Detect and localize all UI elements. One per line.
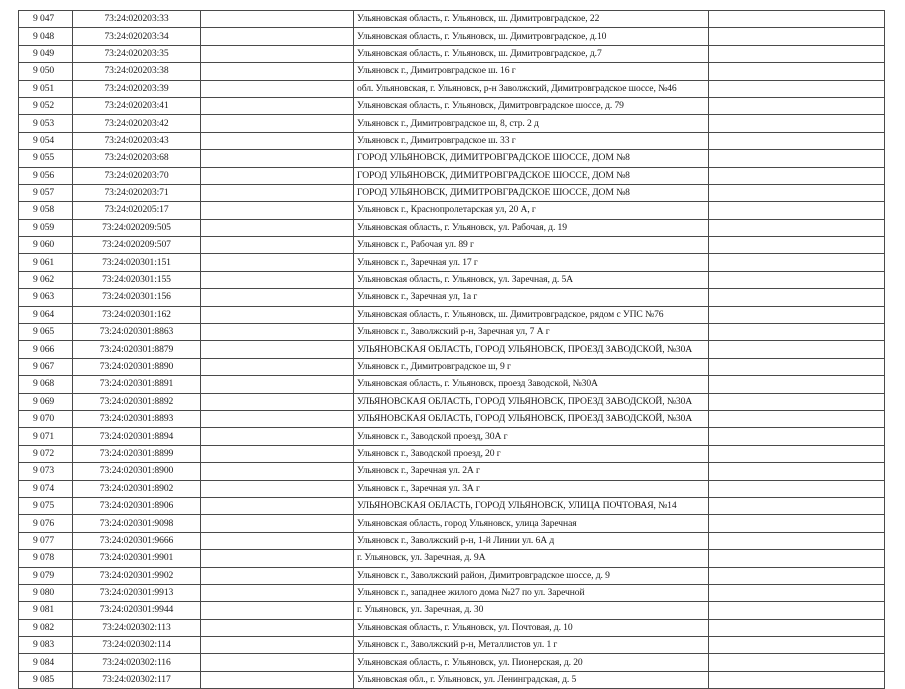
cadastral-number-cell: 73:24:020205:17 [73, 202, 201, 219]
row-number-cell: 9 047 [19, 11, 73, 28]
row-number-cell: 9 076 [19, 515, 73, 532]
empty-cell [201, 445, 354, 462]
empty-cell [709, 358, 885, 375]
empty-cell [201, 584, 354, 601]
address-cell: Ульяновская область, г. Ульяновск, ш. Димитровградское, 22 [354, 11, 709, 28]
registry-table-page [18, 10, 884, 689]
table-row [19, 237, 885, 254]
cadastral-number-cell: 73:24:020203:68 [73, 150, 201, 167]
row-number-cell: 9 053 [19, 115, 73, 132]
address-cell: Ульяновск г., Димитровградское ш. 16 г [354, 63, 709, 80]
address-cell: Ульяновск г., западнее жилого дома №27 по ул. Заречной [354, 584, 709, 601]
table-row [19, 410, 885, 427]
empty-cell [201, 619, 354, 636]
address-cell: Ульяновск г., Димитровградское ш. 33 г [354, 132, 709, 149]
table-row [19, 428, 885, 445]
empty-cell [709, 480, 885, 497]
empty-cell [709, 410, 885, 427]
empty-cell [201, 410, 354, 427]
empty-cell [201, 550, 354, 567]
table-row [19, 80, 885, 97]
empty-cell [709, 428, 885, 445]
cadastral-number-cell: 73:24:020301:8863 [73, 324, 201, 341]
table-row [19, 654, 885, 671]
row-number-cell: 9 055 [19, 150, 73, 167]
empty-cell [709, 376, 885, 393]
empty-cell [709, 115, 885, 132]
row-number-cell: 9 078 [19, 550, 73, 567]
address-cell: обл. Ульяновская, г. Ульяновск, р-н Заволжский, Димитровградское шоссе, №46 [354, 80, 709, 97]
address-cell: г. Ульяновск, ул. Заречная, д. 9А [354, 550, 709, 567]
empty-cell [709, 97, 885, 114]
row-number-cell: 9 056 [19, 167, 73, 184]
empty-cell [709, 515, 885, 532]
table-row [19, 132, 885, 149]
row-number-cell: 9 049 [19, 45, 73, 62]
address-cell: УЛЬЯНОВСКАЯ ОБЛАСТЬ, ГОРОД УЛЬЯНОВСК, ПРОЕЗД ЗАВОДСКОЙ, №30А [354, 410, 709, 427]
row-number-cell: 9 081 [19, 602, 73, 619]
table-row [19, 584, 885, 601]
address-cell: Ульяновская область, город Ульяновск, улица Заречная [354, 515, 709, 532]
empty-cell [201, 497, 354, 514]
address-cell: Ульяновская область, г. Ульяновск, Димитровградское шоссе, д. 79 [354, 97, 709, 114]
row-number-cell: 9 064 [19, 306, 73, 323]
address-cell: Ульяновск г., Заречная ул. 2А г [354, 463, 709, 480]
address-cell: ГОРОД УЛЬЯНОВСК, ДИМИТРОВГРАДСКОЕ ШОССЕ, ДОМ №8 [354, 150, 709, 167]
empty-cell [201, 602, 354, 619]
address-cell: Ульяновск г., Димитровградское ш, 8, стр. 2 д [354, 115, 709, 132]
empty-cell [709, 289, 885, 306]
table-row [19, 463, 885, 480]
table-row [19, 358, 885, 375]
table-row [19, 63, 885, 80]
address-cell: Ульяновск г., Заволжский р-н, Заречная ул, 7 А г [354, 324, 709, 341]
cadastral-number-cell: 73:24:020301:9666 [73, 532, 201, 549]
table-row [19, 306, 885, 323]
row-number-cell: 9 062 [19, 271, 73, 288]
empty-cell [709, 463, 885, 480]
empty-cell [201, 358, 354, 375]
table-row [19, 341, 885, 358]
table-row [19, 550, 885, 567]
empty-cell [709, 150, 885, 167]
registry-table [18, 10, 885, 689]
empty-cell [201, 393, 354, 410]
empty-cell [201, 219, 354, 236]
table-row [19, 393, 885, 410]
table-row [19, 567, 885, 584]
row-number-cell: 9 054 [19, 132, 73, 149]
empty-cell [709, 11, 885, 28]
empty-cell [709, 132, 885, 149]
empty-cell [201, 45, 354, 62]
table-row [19, 150, 885, 167]
row-number-cell: 9 082 [19, 619, 73, 636]
cadastral-number-cell: 73:24:020301:9913 [73, 584, 201, 601]
registry-table-body [19, 11, 885, 689]
cadastral-number-cell: 73:24:020203:34 [73, 28, 201, 45]
cadastral-number-cell: 73:24:020301:8892 [73, 393, 201, 410]
address-cell: Ульяновск г., Рабочая ул. 89 г [354, 237, 709, 254]
empty-cell [709, 637, 885, 654]
empty-cell [201, 115, 354, 132]
table-row [19, 324, 885, 341]
cadastral-number-cell: 73:24:020301:156 [73, 289, 201, 306]
table-row [19, 167, 885, 184]
address-cell: Ульяновск г., Краснопролетарская ул, 20 А, г [354, 202, 709, 219]
table-row [19, 497, 885, 514]
cadastral-number-cell: 73:24:020301:8890 [73, 358, 201, 375]
address-cell: Ульяновская область, г. Ульяновск, проезд Заводской, №30А [354, 376, 709, 393]
empty-cell [709, 532, 885, 549]
empty-cell [709, 654, 885, 671]
empty-cell [709, 445, 885, 462]
table-row [19, 184, 885, 201]
empty-cell [709, 271, 885, 288]
address-cell: Ульяновск г., Заречная ул. 17 г [354, 254, 709, 271]
address-cell: УЛЬЯНОВСКАЯ ОБЛАСТЬ, ГОРОД УЛЬЯНОВСК, УЛИЦА ПОЧТОВАЯ, №14 [354, 497, 709, 514]
row-number-cell: 9 057 [19, 184, 73, 201]
empty-cell [201, 11, 354, 28]
row-number-cell: 9 059 [19, 219, 73, 236]
empty-cell [709, 341, 885, 358]
empty-cell [201, 97, 354, 114]
cadastral-number-cell: 73:24:020301:8891 [73, 376, 201, 393]
empty-cell [201, 637, 354, 654]
table-row [19, 480, 885, 497]
row-number-cell: 9 075 [19, 497, 73, 514]
cadastral-number-cell: 73:24:020203:35 [73, 45, 201, 62]
empty-cell [709, 619, 885, 636]
empty-cell [201, 567, 354, 584]
empty-cell [709, 45, 885, 62]
empty-cell [201, 237, 354, 254]
cadastral-number-cell: 73:24:020302:116 [73, 654, 201, 671]
empty-cell [709, 324, 885, 341]
table-row [19, 202, 885, 219]
empty-cell [709, 584, 885, 601]
empty-cell [201, 167, 354, 184]
cadastral-number-cell: 73:24:020301:8893 [73, 410, 201, 427]
row-number-cell: 9 083 [19, 637, 73, 654]
row-number-cell: 9 073 [19, 463, 73, 480]
address-cell: Ульяновская область, г. Ульяновск, ул. Почтовая, д. 10 [354, 619, 709, 636]
empty-cell [201, 324, 354, 341]
empty-cell [709, 184, 885, 201]
empty-cell [201, 532, 354, 549]
address-cell: ГОРОД УЛЬЯНОВСК, ДИМИТРОВГРАДСКОЕ ШОССЕ, ДОМ №8 [354, 167, 709, 184]
empty-cell [201, 254, 354, 271]
empty-cell [201, 671, 354, 688]
address-cell: Ульяновская область, г. Ульяновск, ул. Рабочая, д. 19 [354, 219, 709, 236]
row-number-cell: 9 066 [19, 341, 73, 358]
empty-cell [709, 254, 885, 271]
row-number-cell: 9 067 [19, 358, 73, 375]
empty-cell [201, 80, 354, 97]
empty-cell [709, 497, 885, 514]
table-row [19, 619, 885, 636]
address-cell: Ульяновская область, г. Ульяновск, ул. Заречная, д. 5А [354, 271, 709, 288]
row-number-cell: 9 058 [19, 202, 73, 219]
empty-cell [709, 393, 885, 410]
table-row [19, 45, 885, 62]
empty-cell [201, 654, 354, 671]
cadastral-number-cell: 73:24:020301:8899 [73, 445, 201, 462]
empty-cell [709, 167, 885, 184]
cadastral-number-cell: 73:24:020203:33 [73, 11, 201, 28]
table-row [19, 289, 885, 306]
empty-cell [201, 306, 354, 323]
empty-cell [201, 480, 354, 497]
table-row [19, 602, 885, 619]
empty-cell [709, 80, 885, 97]
empty-cell [709, 602, 885, 619]
cadastral-number-cell: 73:24:020301:8894 [73, 428, 201, 445]
cadastral-number-cell: 73:24:020209:507 [73, 237, 201, 254]
address-cell: Ульяновск г., Заволжский р-н, 1-й Линии ул. 6А д [354, 532, 709, 549]
address-cell: Ульяновск г., Заволжский р-н, Металлистов ул. 1 г [354, 637, 709, 654]
row-number-cell: 9 050 [19, 63, 73, 80]
address-cell: Ульяновская область, г. Ульяновск, ш. Димитровградское, д.10 [354, 28, 709, 45]
empty-cell [201, 428, 354, 445]
cadastral-number-cell: 73:24:020203:43 [73, 132, 201, 149]
cadastral-number-cell: 73:24:020209:505 [73, 219, 201, 236]
empty-cell [201, 28, 354, 45]
cadastral-number-cell: 73:24:020301:9098 [73, 515, 201, 532]
row-number-cell: 9 048 [19, 28, 73, 45]
row-number-cell: 9 063 [19, 289, 73, 306]
row-number-cell: 9 052 [19, 97, 73, 114]
table-row [19, 28, 885, 45]
cadastral-number-cell: 73:24:020203:71 [73, 184, 201, 201]
row-number-cell: 9 051 [19, 80, 73, 97]
address-cell: Ульяновск г., Заволжский район, Димитровградское шоссе, д. 9 [354, 567, 709, 584]
row-number-cell: 9 060 [19, 237, 73, 254]
cadastral-number-cell: 73:24:020301:9902 [73, 567, 201, 584]
table-row [19, 445, 885, 462]
address-cell: Ульяновская область, г. Ульяновск, ул. Пионерская, д. 20 [354, 654, 709, 671]
table-row [19, 376, 885, 393]
table-row [19, 532, 885, 549]
table-row [19, 271, 885, 288]
cadastral-number-cell: 73:24:020301:155 [73, 271, 201, 288]
cadastral-number-cell: 73:24:020301:9901 [73, 550, 201, 567]
address-cell: Ульяновск г., Заводской проезд, 30А г [354, 428, 709, 445]
empty-cell [709, 219, 885, 236]
table-row [19, 115, 885, 132]
empty-cell [201, 202, 354, 219]
address-cell: УЛЬЯНОВСКАЯ ОБЛАСТЬ, ГОРОД УЛЬЯНОВСК, ПРОЕЗД ЗАВОДСКОЙ, №30А [354, 393, 709, 410]
row-number-cell: 9 065 [19, 324, 73, 341]
table-row [19, 637, 885, 654]
empty-cell [201, 184, 354, 201]
cadastral-number-cell: 73:24:020301:162 [73, 306, 201, 323]
row-number-cell: 9 068 [19, 376, 73, 393]
address-cell: Ульяновск г., Заречная ул. 3А г [354, 480, 709, 497]
empty-cell [709, 237, 885, 254]
address-cell: УЛЬЯНОВСКАЯ ОБЛАСТЬ, ГОРОД УЛЬЯНОВСК, ПРОЕЗД ЗАВОДСКОЙ, №30А [354, 341, 709, 358]
address-cell: г. Ульяновск, ул. Заречная, д. 30 [354, 602, 709, 619]
cadastral-number-cell: 73:24:020301:8906 [73, 497, 201, 514]
empty-cell [709, 306, 885, 323]
row-number-cell: 9 080 [19, 584, 73, 601]
table-row [19, 671, 885, 688]
row-number-cell: 9 072 [19, 445, 73, 462]
empty-cell [709, 550, 885, 567]
cadastral-number-cell: 73:24:020301:8902 [73, 480, 201, 497]
row-number-cell: 9 079 [19, 567, 73, 584]
empty-cell [201, 515, 354, 532]
empty-cell [709, 671, 885, 688]
empty-cell [709, 63, 885, 80]
cadastral-number-cell: 73:24:020203:70 [73, 167, 201, 184]
empty-cell [201, 132, 354, 149]
address-cell: Ульяновск г., Димитровградское ш, 9 г [354, 358, 709, 375]
empty-cell [709, 202, 885, 219]
row-number-cell: 9 061 [19, 254, 73, 271]
cadastral-number-cell: 73:24:020301:8900 [73, 463, 201, 480]
table-row [19, 254, 885, 271]
table-row [19, 97, 885, 114]
table-row [19, 515, 885, 532]
table-row [19, 11, 885, 28]
empty-cell [201, 63, 354, 80]
address-cell: Ульяновская область, г. Ульяновск, ш. Димитровградское, д.7 [354, 45, 709, 62]
table-row [19, 219, 885, 236]
cadastral-number-cell: 73:24:020301:8879 [73, 341, 201, 358]
row-number-cell: 9 074 [19, 480, 73, 497]
address-cell: Ульяновск г., Заречная ул, 1а г [354, 289, 709, 306]
cadastral-number-cell: 73:24:020302:114 [73, 637, 201, 654]
cadastral-number-cell: 73:24:020302:117 [73, 671, 201, 688]
cadastral-number-cell: 73:24:020302:113 [73, 619, 201, 636]
cadastral-number-cell: 73:24:020301:9944 [73, 602, 201, 619]
address-cell: Ульяновская область, г. Ульяновск, ш. Димитровградское, рядом с УПС №76 [354, 306, 709, 323]
empty-cell [201, 463, 354, 480]
cadastral-number-cell: 73:24:020203:39 [73, 80, 201, 97]
address-cell: ГОРОД УЛЬЯНОВСК, ДИМИТРОВГРАДСКОЕ ШОССЕ, ДОМ №8 [354, 184, 709, 201]
cadastral-number-cell: 73:24:020203:42 [73, 115, 201, 132]
empty-cell [709, 567, 885, 584]
empty-cell [201, 271, 354, 288]
empty-cell [201, 376, 354, 393]
row-number-cell: 9 077 [19, 532, 73, 549]
cadastral-number-cell: 73:24:020203:41 [73, 97, 201, 114]
row-number-cell: 9 071 [19, 428, 73, 445]
cadastral-number-cell: 73:24:020301:151 [73, 254, 201, 271]
empty-cell [201, 289, 354, 306]
address-cell: Ульяновская обл., г. Ульяновск, ул. Ленинградская, д. 5 [354, 671, 709, 688]
cadastral-number-cell: 73:24:020203:38 [73, 63, 201, 80]
empty-cell [709, 28, 885, 45]
row-number-cell: 9 070 [19, 410, 73, 427]
row-number-cell: 9 069 [19, 393, 73, 410]
row-number-cell: 9 085 [19, 671, 73, 688]
empty-cell [201, 150, 354, 167]
address-cell: Ульяновск г., Заводской проезд, 20 г [354, 445, 709, 462]
row-number-cell: 9 084 [19, 654, 73, 671]
empty-cell [201, 341, 354, 358]
